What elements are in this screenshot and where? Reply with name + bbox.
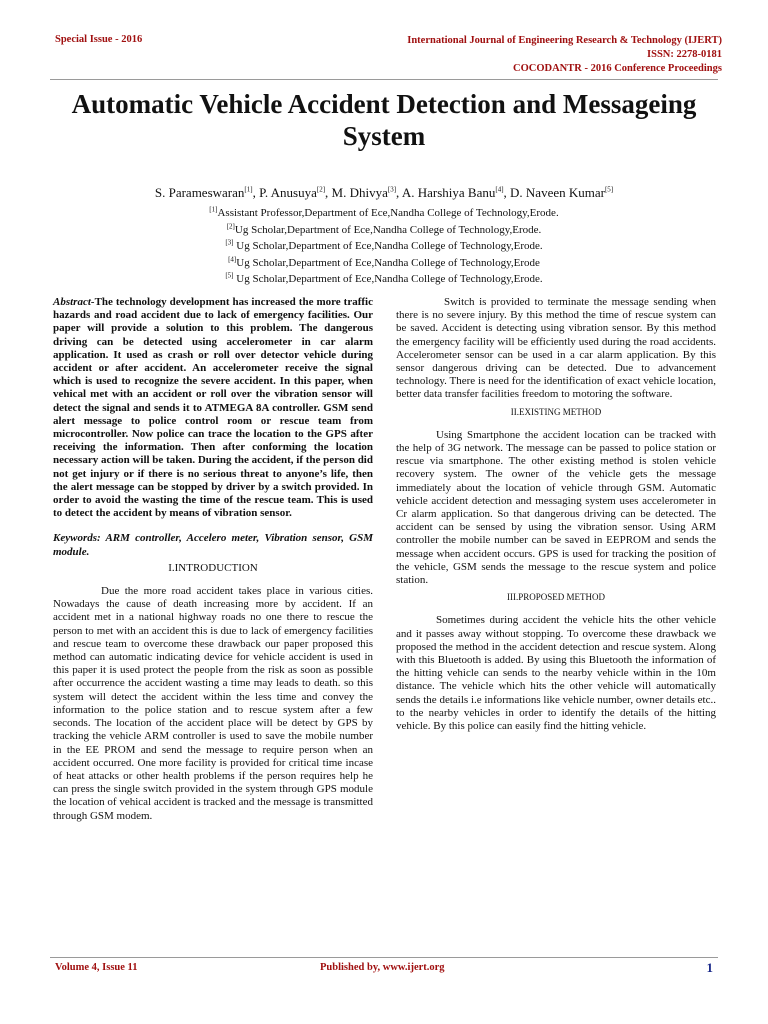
author-name: S. Parameswaran (154, 185, 245, 200)
author-name: M. Dhivya (331, 185, 388, 200)
author-name: A. Harshiya Banu (401, 185, 496, 200)
affiliation-ref: [4] (228, 254, 237, 263)
affiliation (40, 271, 728, 288)
author-ref: [2] (316, 185, 326, 194)
right-column (396, 296, 716, 733)
header-journal-info (407, 34, 722, 76)
author-ref: [4] (495, 185, 504, 194)
introduction-continued: Switch is provided to terminate the message sending when there is no severe injury. By this method the time of rescue system can be saved. Accident is detecting using vibration sensor. By this method the emergency facility will be efficiently used during the road accidents. Accelerometer sensor can be used in a car alarm application. By this sensor dangerous driving can be detected. Due to advancement technology. There is need for the identification of exact vehicle location, better data transfer facilities freedom to motoring the software. (396, 296, 716, 401)
conference-name: COCODANTR - 2016 Conference Proceedings (512, 63, 722, 74)
section-heading-existing: II.EXISTING METHOD (510, 406, 602, 417)
footer-divider (50, 957, 718, 958)
proposed-method-text: Sometimes during accident the vehicle hits the other vehicle and it passes away without stopping. To overcome these drawback we proposed the method in the accident detection and rescue system. Along with this Bluetooth is added. By using this Bluetooth the information of the hitting vehicle can sends to the nearby vehicle within in the 10m distance. The vehicle which hits the other vehicle will automatically sends the details i.e informations like vehicle number, owner details etc.. to the nearby vehicles in order to identify the details of the hitting vehicle. By this police can easily find the hitting vehicle. (396, 614, 716, 733)
footer-volume: Volume 4, Issue 11 (55, 962, 138, 973)
footer-publisher: Published by, www.ijert.org (320, 962, 445, 973)
affiliation-ref: [3] (225, 238, 234, 247)
affiliation-ref: [2] (226, 221, 235, 230)
affiliation (40, 238, 728, 255)
affiliation-ref: [1] (209, 205, 218, 214)
existing-method-text: Using Smartphone the accident location can be tracked with the help of 3G network. The message can be passed to police station or rescue via smartphone. The other existing method is stolen vehicle recovery system. The owner of the vehicle gets the message immediately about the location of vehicle through GSM. Automatic vehicle accident detection and messaging system uses accelerometer in Cr alarm application. So that dangerous driving can be detected. The accident can be sensed by using the vibration sensor. Using ARM controller the mobile number can be saved in EEPROM and sends the message when accident occurs. GPS is used for tracking the position of the vehicle, GSM sends the message to the rescue system and police station. (396, 428, 716, 587)
left-column (53, 296, 373, 823)
author-ref: [1] (244, 185, 253, 194)
abstract-label: Abstract- (53, 296, 95, 308)
affiliation (40, 222, 728, 239)
author-ref: [5] (604, 185, 614, 194)
affiliation-text: Ug Scholar,Department of Ece,Nandha College of Technology,Erode. (233, 273, 543, 285)
affiliation (40, 255, 728, 272)
keywords: Keywords: ARM controller, Accelero meter, Vibration sensor, GSM module. (53, 532, 373, 558)
section-heading-introduction: I.INTRODUCTION (168, 561, 258, 574)
introduction-text: Due the more road accident takes place in various cities. Nowadays the cause of death increasing more by accident. If an accident met in a national highway roads no one there to rescue the person to met with an accident this is due to lack of emergency facilities and rescue team to overcome these drawback our paper proposed this method can automatic indicating device for vehicle accident is used in this paper it is used protect the people from the risk as soon as possible after occurrence the accident wasting a time may leads to death. so this system will detect the accident within the less time and convey the information to the police station and to rescue system after a few seconds. The location of the accident place will be detect by GPS by tracking the vehicle ARM controller is used to save the mobile number in the EE PROM and send the message to require person when an accident occurred. One more facility is provided for critical time incase of heat attacks or other health problems if the person requires help he can press the single switch provided in the system through GPS module the location of vehical accident is tracked and the message is transmitted through GSM modem. (53, 585, 373, 822)
author-name: P. Anusuya (259, 185, 317, 200)
abstract-text: The technology development has increased the more traffic hazards and road accident due to lack of emergency facilities. Our paper will provide a solution to this problem. The dangerous driving can be detected using accelerometer in car alarm application. It used as crash or roll over detector vehicle during accident or after accident. An accelerometer receive the signal which is used to recognize the severe accident. In this paper, when vehical met with an accident or roll over the vibration sensor will detect the signal and sends it to ATMEGA 8A controller. GSM send alert message to police control room or rescue team from microcontroller. Now police can trace the location to the GPS after receiving the information. Then after conforming the location necessary action will be taken. During the accident, if the person did not get injury or if there is no serious threat to anyone’s life, then the alert message can be stopped by driver by a switch provided. In order to avoid the wasting the time of the rescue team. This is used to detect the accident by means of vibration sensor. (53, 296, 373, 520)
header-divider (50, 79, 718, 80)
author-name: D. Naveen Kumar (510, 185, 605, 200)
journal-issn: ISSN: 2278-0181 (647, 49, 722, 60)
section-heading-proposed: III.PROPOSED METHOD (506, 592, 605, 603)
affiliation-ref: [5] (225, 271, 234, 280)
affiliation (40, 205, 728, 222)
paper-title: Automatic Vehicle Accident Detection and Messageing System (71, 89, 697, 151)
author-ref: [3] (387, 185, 397, 194)
abstract (53, 296, 373, 520)
affiliation-list (40, 205, 728, 288)
affiliation-text: Assistant Professor,Department of Ece,Nandha College of Technology,Erode. (217, 207, 559, 219)
author-list: S. Parameswaran[1], P. Anusuya[2], M. Dhivya[3], A. Harshiya Banu[4], D. Naveen Kumar[5] (154, 185, 614, 200)
affiliation-text: Ug Scholar,Department of Ece,Nandha College of Technology,Erode. (233, 240, 543, 252)
affiliation-text: Ug Scholar,Department of Ece,Nandha College of Technology,Erode. (234, 223, 542, 236)
header-special-issue: Special Issue - 2016 (55, 34, 143, 45)
journal-name: International Journal of Engineering Research & Technology (IJERT) (407, 35, 722, 46)
page-number: 1 (706, 960, 713, 975)
affiliation-text: Ug Scholar,Department of Ece,Nandha College of Technology,Erode (236, 256, 540, 269)
